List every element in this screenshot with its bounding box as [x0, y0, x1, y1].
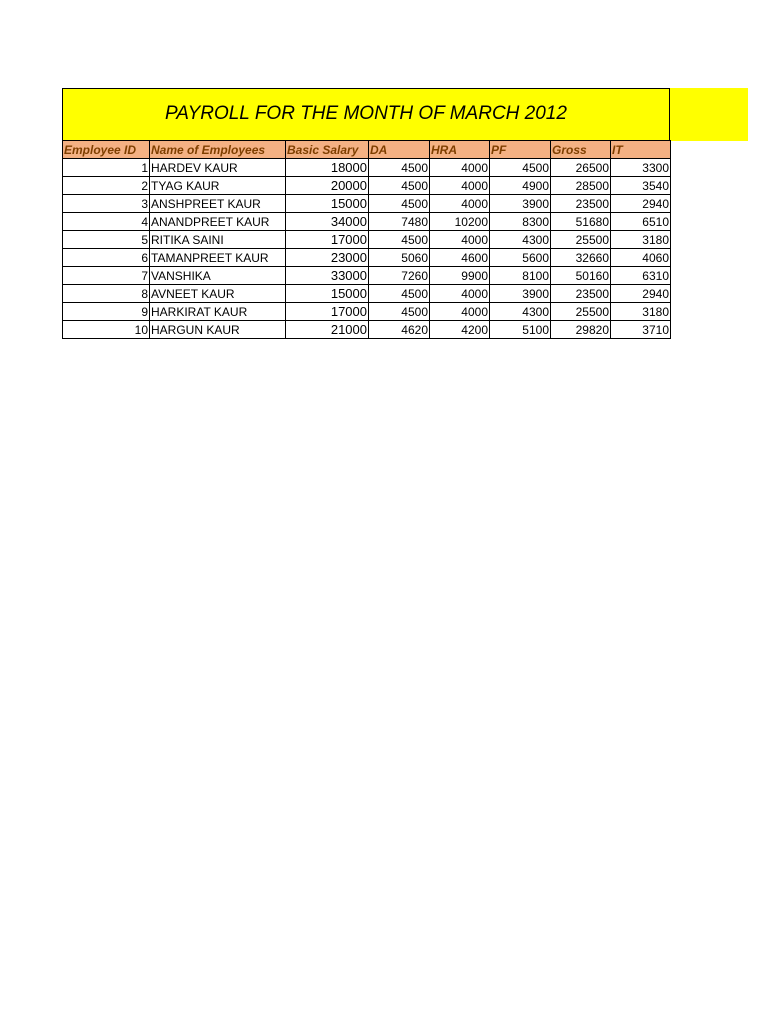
cell-da[interactable]: 4500	[369, 159, 430, 177]
cell-pf[interactable]: 3900	[490, 285, 551, 303]
cell-employee-name[interactable]: AVNEET KAUR	[150, 285, 286, 303]
cell-gross[interactable]: 26500	[551, 159, 611, 177]
table-row	[63, 267, 671, 285]
cell-employee-name[interactable]: RITIKA SAINI	[150, 231, 286, 249]
cell-it[interactable]: 3300	[611, 159, 671, 177]
cell-basic-salary[interactable]: 17000	[286, 303, 369, 321]
table-row	[63, 303, 671, 321]
header-name[interactable]: Name of Employees	[150, 141, 286, 159]
cell-da[interactable]: 5060	[369, 249, 430, 267]
table-row	[63, 321, 671, 339]
cell-da[interactable]: 4620	[369, 321, 430, 339]
cell-basic-salary[interactable]: 17000	[286, 231, 369, 249]
cell-it[interactable]: 3180	[611, 303, 671, 321]
cell-gross[interactable]: 51680	[551, 213, 611, 231]
cell-hra[interactable]: 4000	[430, 195, 490, 213]
cell-employee-name[interactable]: HARKIRAT KAUR	[150, 303, 286, 321]
cell-da[interactable]: 4500	[369, 231, 430, 249]
cell-employee-id[interactable]: 2	[63, 177, 150, 195]
cell-pf[interactable]: 4300	[490, 231, 551, 249]
cell-it[interactable]: 3710	[611, 321, 671, 339]
cell-employee-id[interactable]: 7	[63, 267, 150, 285]
cell-gross[interactable]: 32660	[551, 249, 611, 267]
cell-it[interactable]: 3180	[611, 231, 671, 249]
cell-pf[interactable]: 8100	[490, 267, 551, 285]
cell-pf[interactable]: 4500	[490, 159, 551, 177]
cell-hra[interactable]: 4000	[430, 285, 490, 303]
cell-it[interactable]: 2940	[611, 195, 671, 213]
cell-it[interactable]: 6310	[611, 267, 671, 285]
cell-pf[interactable]: 8300	[490, 213, 551, 231]
cell-gross[interactable]: 28500	[551, 177, 611, 195]
cell-basic-salary[interactable]: 23000	[286, 249, 369, 267]
cell-it[interactable]: 6510	[611, 213, 671, 231]
cell-basic-salary[interactable]: 34000	[286, 213, 369, 231]
sheet-title: PAYROLL FOR THE MONTH OF MARCH 2012	[165, 103, 567, 124]
cell-employee-id[interactable]: 8	[63, 285, 150, 303]
cell-hra[interactable]: 4000	[430, 231, 490, 249]
cell-pf[interactable]: 3900	[490, 195, 551, 213]
cell-da[interactable]: 7480	[369, 213, 430, 231]
cell-basic-salary[interactable]: 21000	[286, 321, 369, 339]
header-row	[63, 141, 671, 159]
cell-da[interactable]: 4500	[369, 285, 430, 303]
cell-it[interactable]: 3540	[611, 177, 671, 195]
table-row	[63, 195, 671, 213]
cell-basic-salary[interactable]: 15000	[286, 285, 369, 303]
header-hra[interactable]: HRA	[430, 141, 490, 159]
payroll-table	[62, 140, 671, 339]
cell-gross[interactable]: 25500	[551, 303, 611, 321]
cell-basic-salary[interactable]: 18000	[286, 159, 369, 177]
cell-hra[interactable]: 4000	[430, 303, 490, 321]
cell-basic-salary[interactable]: 15000	[286, 195, 369, 213]
cell-pf[interactable]: 5100	[490, 321, 551, 339]
cell-da[interactable]: 4500	[369, 303, 430, 321]
cell-gross[interactable]: 23500	[551, 195, 611, 213]
header-employee-id[interactable]: Employee ID	[63, 141, 150, 159]
cell-employee-id[interactable]: 3	[63, 195, 150, 213]
cell-employee-id[interactable]: 5	[63, 231, 150, 249]
table-row	[63, 285, 671, 303]
table-row	[63, 213, 671, 231]
header-gross[interactable]: Gross	[551, 141, 611, 159]
cell-hra[interactable]: 9900	[430, 267, 490, 285]
header-basic-salary[interactable]: Basic Salary	[286, 141, 369, 159]
cell-pf[interactable]: 4900	[490, 177, 551, 195]
cell-pf[interactable]: 4300	[490, 303, 551, 321]
cell-da[interactable]: 4500	[369, 195, 430, 213]
cell-it[interactable]: 4060	[611, 249, 671, 267]
cell-employee-id[interactable]: 4	[63, 213, 150, 231]
cell-hra[interactable]: 4000	[430, 177, 490, 195]
cell-da[interactable]: 4500	[369, 177, 430, 195]
cell-gross[interactable]: 50160	[551, 267, 611, 285]
cell-da[interactable]: 7260	[369, 267, 430, 285]
table-row	[63, 249, 671, 267]
cell-employee-name[interactable]: VANSHIKA	[150, 267, 286, 285]
cell-basic-salary[interactable]: 20000	[286, 177, 369, 195]
header-da[interactable]: DA	[369, 141, 430, 159]
cell-employee-id[interactable]: 9	[63, 303, 150, 321]
cell-employee-id[interactable]: 6	[63, 249, 150, 267]
cell-hra[interactable]: 10200	[430, 213, 490, 231]
cell-employee-id[interactable]: 10	[63, 321, 150, 339]
cell-employee-id[interactable]: 1	[63, 159, 150, 177]
cell-employee-name[interactable]: HARDEV KAUR	[150, 159, 286, 177]
cell-hra[interactable]: 4600	[430, 249, 490, 267]
cell-gross[interactable]: 25500	[551, 231, 611, 249]
table-row	[63, 231, 671, 249]
cell-employee-name[interactable]: TYAG KAUR	[150, 177, 286, 195]
cell-basic-salary[interactable]: 33000	[286, 267, 369, 285]
table-row	[63, 177, 671, 195]
cell-employee-name[interactable]: ANANDPREET KAUR	[150, 213, 286, 231]
cell-employee-name[interactable]: TAMANPREET KAUR	[150, 249, 286, 267]
table-row	[63, 159, 671, 177]
cell-gross[interactable]: 23500	[551, 285, 611, 303]
cell-employee-name[interactable]: ANSHPREET KAUR	[150, 195, 286, 213]
cell-hra[interactable]: 4000	[430, 159, 490, 177]
cell-hra[interactable]: 4200	[430, 321, 490, 339]
cell-employee-name[interactable]: HARGUN KAUR	[150, 321, 286, 339]
header-pf[interactable]: PF	[490, 141, 551, 159]
header-it[interactable]: IT	[611, 141, 671, 159]
cell-gross[interactable]: 29820	[551, 321, 611, 339]
cell-it[interactable]: 2940	[611, 285, 671, 303]
cell-pf[interactable]: 5600	[490, 249, 551, 267]
